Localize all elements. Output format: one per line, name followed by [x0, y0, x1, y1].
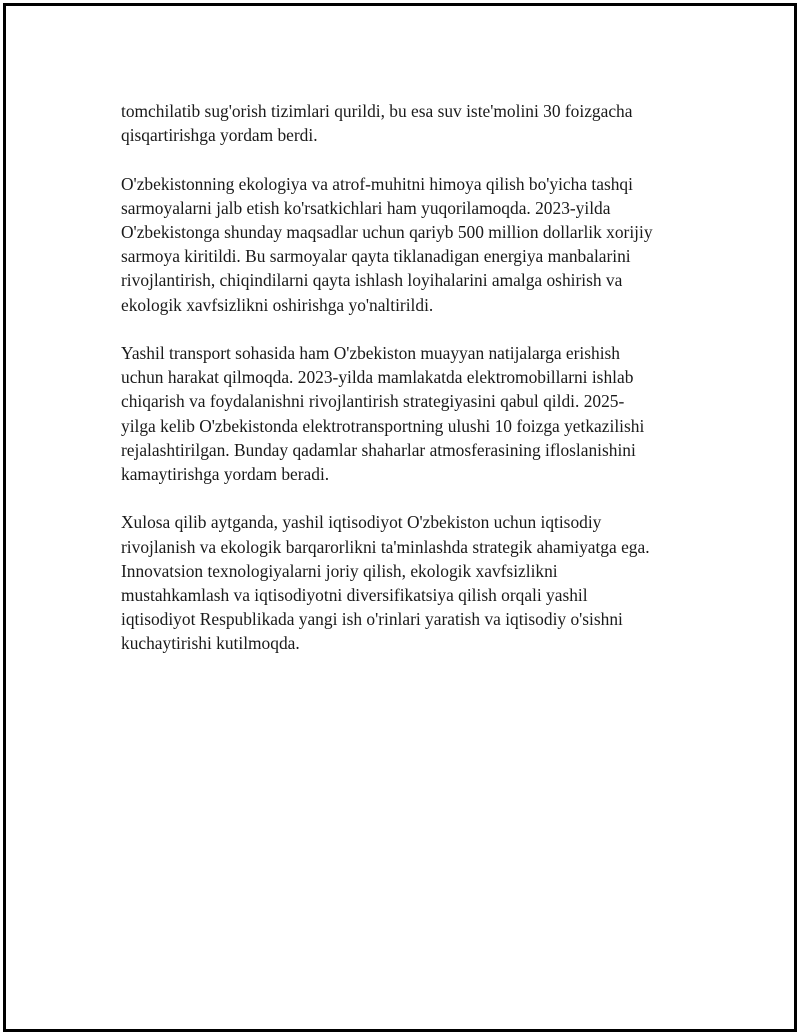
- text-line: kamaytirishga yordam beradi.: [121, 464, 330, 485]
- text-line: tomchilatib sug'orish tizimlari qurildi, bu esa suv iste'molini 30 foizgacha: [121, 101, 633, 121]
- text-line: chiqarish va foydalanishni rivojlantirish strategiyasini qabul qildi. 2025-: [121, 391, 625, 412]
- text-line: yilga kelib O'zbekistonda elektrotransportning ulushi 10 foizga yetkazilishi: [121, 415, 645, 436]
- text-line: ekologik xavfsizlikni oshirishga yo'naltirildi.: [121, 294, 434, 315]
- paragraph-green-transport: [121, 341, 691, 486]
- text-line: O'zbekistonga shunday maqsadlar uchun qariyb 500 million dollarlik xorijiy: [121, 222, 653, 242]
- text-line: qisqartirishga yordam berdi.: [121, 125, 318, 146]
- text-line: uchun harakat qilmoqda. 2023-yilda mamlakatda elektromobillarni ishlab: [121, 367, 634, 388]
- text-line: rivojlanish va ekologik barqarorlikni ta'minlashda strategik ahamiyatga ega.: [121, 536, 650, 557]
- paragraph-foreign-investment: [121, 172, 691, 317]
- text-line: rejalashtirilgan. Bunday qadamlar shaharlar atmosferasining ifloslanishini: [121, 439, 636, 460]
- text-line: iqtisodiyot Respublikada yangi ish o'rinlari yaratish va iqtisodiy o'sishni: [121, 609, 623, 630]
- text-line: sarmoyalarni jalb etish ko'rsatkichlari ham yuqorilamoqda. 2023-yilda: [121, 197, 611, 218]
- text-line: Yashil transport sohasida ham O'zbekiston muayyan natijalarga erishish: [121, 343, 621, 363]
- paragraph-conclusion: [121, 510, 691, 655]
- text-line: sarmoya kiritildi. Bu sarmoyalar qayta tiklanadigan energiya manbalarini: [121, 246, 631, 267]
- document-body: [121, 99, 691, 680]
- text-line: mustahkamlash va iqtisodiyotni diversifikatsiya qilish orqali yashil: [121, 585, 588, 606]
- paragraph-irrigation: [121, 99, 691, 147]
- text-line: Innovatsion texnologiyalarni joriy qilish, ekologik xavfsizlikni: [121, 560, 558, 581]
- text-line: kuchaytirishi kutilmoqda.: [121, 633, 300, 654]
- document-page: [3, 3, 797, 1032]
- text-line: Xulosa qilib aytganda, yashil iqtisodiyot O'zbekiston uchun iqtisodiy: [121, 512, 602, 533]
- text-line: rivojlantirish, chiqindilarni qayta ishlash loyihalarini amalga oshirish va: [121, 270, 623, 291]
- text-line: O'zbekistonning ekologiya va atrof-muhitni himoya qilish bo'yicha tashqi: [121, 173, 633, 194]
